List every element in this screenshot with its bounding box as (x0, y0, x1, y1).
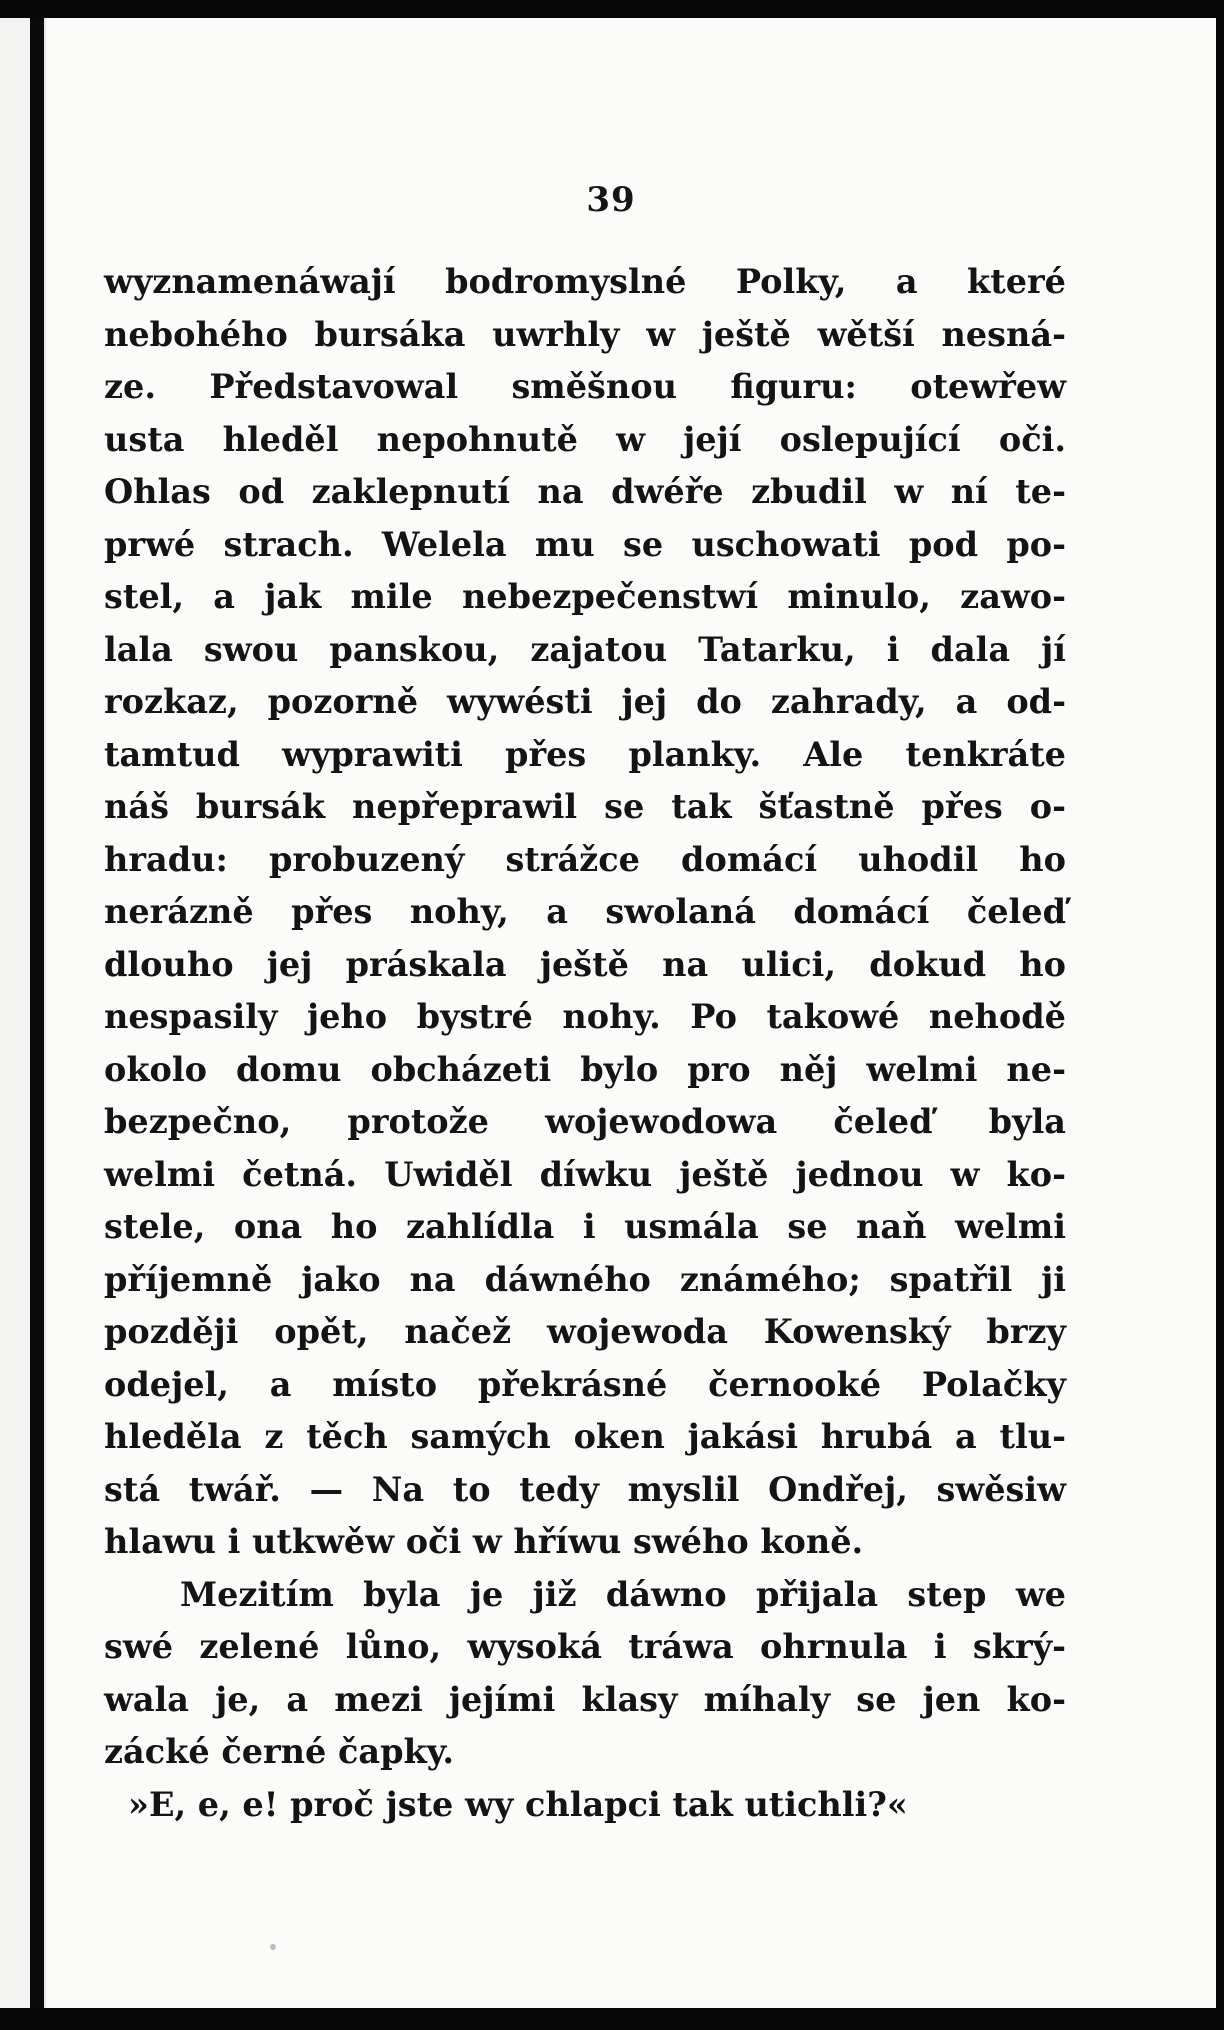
text-line: zácké černé čapky. (104, 1732, 455, 1771)
text-line: stel, a jak mile nebezpečenstwí minulo, zawo- (104, 577, 1066, 616)
text-line: hlawu i utkwěw oči w hříwu swého koně. (104, 1522, 864, 1561)
text-line: stele, ona ho zahlídla i usmála se naň welmi (104, 1207, 1066, 1246)
book-page (44, 18, 1216, 2008)
page-number: 39 (586, 180, 636, 220)
text-line: welmi četná. Uwiděl díwku ještě jednou w ko- (104, 1154, 1066, 1194)
text-line: prwé strach. Welela mu se uschowati pod po- (104, 524, 1066, 564)
text-line: Ohlas od zaklepnutí na dwéře zbudil w ní te- (104, 472, 1066, 511)
previous-page-edge (0, 18, 30, 2008)
text-line: nespasily jeho bystré nohy. Po takowé nehodě (104, 997, 1066, 1036)
text-line: hradu: probuzený strážce domácí uhodil ho (104, 839, 1066, 879)
text-line: příjemně jako na dáwného známého; spatřil ji (104, 1259, 1066, 1299)
text-line: stá twář. — Na to tedy myslil Ondřej, swěsiw (104, 1469, 1066, 1509)
text-line: tamtud wyprawiti přes planky. Ale tenkráte (104, 734, 1066, 774)
text-line: okolo domu obcházeti bylo pro něj welmi ne- (104, 1049, 1066, 1089)
text-line: usta hleděl nepohnutě w její oslepující oči. (104, 419, 1066, 459)
text-line: bezpečno, protože wojewodowa čeleď byla (104, 1102, 1066, 1141)
text-line: wala je, a mezi jejími klasy míhaly se jen ko- (104, 1679, 1066, 1719)
text-line: nebohého bursáka uwrhly w ještě wětší nesná- (104, 314, 1066, 354)
paragraph-1 (104, 256, 1066, 1569)
text-line: lala swou panskou, zajatou Tatarku, i dala jí (104, 629, 1066, 669)
text-line: »E, e, e! proč jste wy chlapci tak utichli?« (128, 1784, 908, 1824)
text-line: ze. Představowal směšnou figuru: otewřew (104, 367, 1066, 406)
text-line: Mezitím byla je již dáwno přijala step we (180, 1574, 1066, 1614)
gutter-shadow (30, 18, 44, 2008)
page-text (104, 256, 1066, 1831)
text-line: odejel, a místo překrásné černooké Polačky (104, 1364, 1066, 1404)
text-line: nerázně přes nohy, a swolaná domácí čeleď (104, 892, 1066, 931)
text-line: později opět, načež wojewoda Kowenský brzy (104, 1312, 1066, 1351)
text-line: wyznamenáwají bodromyslné Polky, a které (104, 262, 1066, 301)
text-line: swé zelené lůno, wysoká tráwa ohrnula i skrý- (104, 1627, 1066, 1666)
paper-speck (270, 1944, 276, 1950)
text-line: hleděla z těch samých oken jakási hrubá a tlu- (104, 1417, 1066, 1456)
paragraph-3 (104, 1779, 1066, 1832)
text-line: rozkaz, pozorně wywésti jej do zahrady, a od- (104, 682, 1066, 721)
text-line: náš bursák nepřeprawil se tak šťastně přes o- (104, 787, 1066, 826)
text-line: dlouho jej práskala ještě na ulici, dokud ho (104, 944, 1066, 984)
paragraph-2 (104, 1569, 1066, 1779)
